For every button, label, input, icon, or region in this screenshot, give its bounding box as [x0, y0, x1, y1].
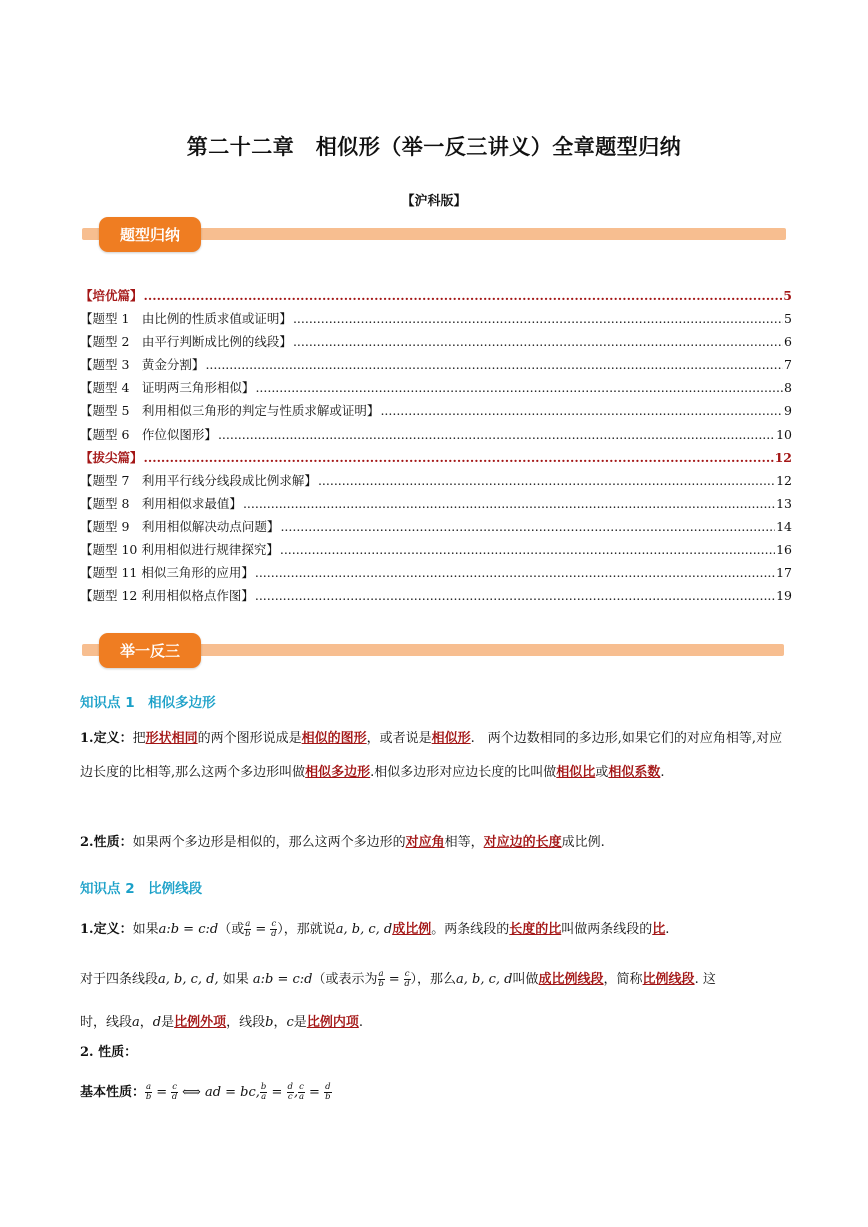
toc-item-row[interactable] — [80, 469, 792, 492]
text: ），那就说 — [277, 922, 336, 937]
fraction: $\frac{a}{b}$ — [145, 1082, 152, 1102]
edition-label: 【沪科版】 — [401, 194, 467, 209]
toc-leader-dots — [218, 423, 775, 446]
prop-label: 2.性质： — [80, 835, 133, 850]
text: ，简称 — [603, 972, 643, 987]
toc-label: 【题型 5 利用相似三角形的判定与性质求解或证明】 — [80, 403, 380, 419]
toc-item-row[interactable] — [80, 538, 792, 561]
toc-leader-dots — [293, 330, 783, 353]
text: 对于四条线段 — [80, 972, 159, 987]
toc-leader-dots — [144, 446, 774, 469]
toc-label: 【题型 6 作位似图形】 — [80, 426, 217, 442]
toc-label: 【题型 4 证明两三角形相似】 — [80, 380, 255, 396]
text: 把 — [132, 731, 146, 746]
text: . — [358, 1015, 363, 1030]
toc-label: 【培优篇】 — [80, 288, 143, 303]
toc-leader-dots — [255, 376, 783, 399]
toc-leader-dots — [255, 584, 775, 607]
toc-page-number: 10 — [776, 426, 792, 442]
toc-leader-dots — [318, 469, 775, 492]
fraction: $\frac{c}{d}$ — [271, 919, 277, 939]
toc-item-row[interactable] — [80, 399, 792, 422]
keyword: 形状相同 — [145, 731, 198, 746]
text: （或表示为 — [312, 972, 378, 987]
text: .相似多边形对应边长度的比叫做 — [370, 765, 557, 780]
math: = — [152, 1085, 172, 1100]
text: 的两个图形说成是 — [197, 731, 302, 746]
toc-page-number: 9 — [784, 403, 792, 419]
toc-item-row[interactable] — [80, 423, 792, 446]
text: 或 — [595, 765, 609, 780]
fraction: $\frac{c}{a}$ — [298, 1082, 305, 1102]
keyword: 比例外项 — [174, 1015, 227, 1030]
toc-item-row[interactable] — [80, 330, 792, 353]
toc-item-row[interactable] — [80, 353, 792, 376]
math: ⟺ — [178, 1085, 205, 1100]
toc-leader-dots — [205, 353, 783, 376]
toc-leader-dots — [144, 284, 783, 307]
keyword: 比例线段 — [642, 972, 695, 987]
toc-page-number: 5 — [783, 288, 792, 303]
text: ， — [139, 1015, 153, 1030]
keyword: 对应边的长度 — [483, 835, 562, 850]
math: a — [132, 1015, 140, 1030]
fraction: $\frac{b}{a}$ — [260, 1082, 267, 1102]
fraction: $\frac{c}{d}$ — [404, 969, 410, 989]
toc-page-number: 5 — [784, 311, 792, 327]
toc-page-number: 14 — [776, 518, 792, 534]
toc-label: 【题型 8 利用相似求最值】 — [80, 495, 242, 511]
math: = — [251, 922, 271, 937]
math: = — [384, 972, 404, 987]
text: ，或者说是 — [366, 731, 432, 746]
toc-page-number: 12 — [776, 472, 792, 488]
math: d — [152, 1015, 162, 1030]
text: . — [665, 922, 670, 937]
toc-page-number: 13 — [776, 495, 792, 511]
kp1-definition — [80, 722, 792, 790]
keyword: 比例内项 — [306, 1015, 359, 1030]
text: 如果两个多边形是相似的，那么这两个多边形的 — [132, 835, 406, 850]
toc-item-row[interactable] — [80, 492, 792, 515]
fraction: $\frac{c}{d}$ — [171, 1082, 178, 1102]
math: , — [293, 1085, 299, 1100]
keyword: 比 — [652, 922, 666, 937]
toc-item-row[interactable] — [80, 561, 792, 584]
math: a, b, c, d — [335, 922, 393, 937]
text: 是 — [293, 1015, 307, 1030]
toc-label: 【拔尖篇】 — [80, 449, 143, 465]
math: = — [304, 1085, 325, 1100]
toc-leader-dots — [255, 561, 775, 584]
keyword: 相似比 — [556, 765, 596, 780]
text: . 这 — [694, 972, 716, 987]
toc-label: 【题型 3 黄金分割】 — [80, 357, 205, 373]
toc-leader-dots — [293, 307, 783, 330]
kp2-heading: 知识点 2 比例线段 — [80, 881, 203, 897]
text: ），那么 — [410, 972, 457, 987]
kp2-four-segments — [80, 958, 792, 1044]
keyword: 相似的图形 — [301, 731, 367, 746]
kp2-basic-property — [80, 1076, 792, 1110]
math: c — [286, 1015, 294, 1030]
keyword: 对应角 — [405, 835, 445, 850]
fraction: $\frac{d}{b}$ — [325, 1082, 331, 1102]
table-of-contents — [80, 284, 792, 607]
toc-page-number: 8 — [784, 380, 792, 396]
math: ad = bc, — [204, 1085, 260, 1100]
kp1-heading: 知识点 1 相似多边形 — [80, 695, 216, 711]
toc-label: 【题型 1 由比例的性质求值或证明】 — [80, 311, 292, 327]
keyword: 相似系数 — [608, 765, 661, 780]
toc-item-row[interactable] — [80, 376, 792, 399]
kp2-property-label: 2. 性质： — [80, 1045, 138, 1060]
keyword: 相似形 — [431, 731, 471, 746]
toc-leader-dots — [243, 492, 775, 515]
toc-page-number: 16 — [776, 542, 792, 558]
toc-label: 【题型 7 利用平行线分线段成比例求解】 — [80, 472, 317, 488]
text: 相等， — [444, 835, 484, 850]
math: = — [267, 1085, 287, 1100]
toc-label: 【题型 11 相似三角形的应用】 — [80, 565, 254, 581]
text: （或 — [218, 922, 245, 937]
math: a:b = c:d — [252, 972, 313, 987]
def-label: 1.定义： — [80, 922, 133, 937]
basic-label: 基本性质： — [80, 1085, 146, 1100]
fraction: $\frac{a}{b}$ — [378, 969, 384, 989]
section-badge-1: 题型归纳 — [99, 217, 201, 252]
text: 叫做两条线段的 — [561, 922, 653, 937]
fraction: $\frac{d}{c}$ — [287, 1082, 293, 1102]
text: ， — [273, 1015, 287, 1030]
kp1-property — [80, 826, 792, 860]
keyword: 成比例 — [392, 922, 432, 937]
toc-item-row[interactable] — [80, 584, 792, 607]
keyword: 长度的比 — [509, 922, 562, 937]
toc-leader-dots — [280, 538, 775, 561]
page-title: 第二十二章 相似形（举一反三讲义）全章题型归纳 — [186, 135, 682, 159]
math: b — [265, 1015, 274, 1030]
toc-item-row[interactable] — [80, 307, 792, 330]
text: 时，线段 — [80, 1015, 133, 1030]
toc-label: 【题型 10 利用相似进行规律探究】 — [80, 542, 279, 558]
section-badge-2: 举一反三 — [99, 633, 201, 668]
math: a, b, c, d — [456, 972, 513, 987]
text: 成比例. — [561, 835, 605, 850]
math: a, b, c, d, — [158, 972, 219, 987]
toc-page-number: 17 — [776, 565, 792, 581]
toc-page-number: 6 — [784, 334, 792, 350]
fraction: $\frac{a}{b}$ — [245, 919, 251, 939]
kp2-definition — [80, 912, 792, 948]
toc-page-number: 19 — [776, 588, 792, 604]
toc-label: 【题型 12 利用相似格点作图】 — [80, 588, 254, 604]
text: 如果 — [132, 922, 159, 937]
toc-page-number: 7 — [784, 357, 792, 373]
toc-label: 【题型 2 由平行判断成比例的线段】 — [80, 334, 292, 350]
text: . 两个边数相同的多边形,如果它们的对应角相等,对应边长度的比相等,那么这两个多边形叫做 — [80, 731, 783, 780]
text: 是 — [161, 1015, 175, 1030]
toc-label: 【题型 9 利用相似解决动点问题】 — [80, 518, 280, 534]
toc-leader-dots — [380, 399, 783, 422]
keyword: 相似多边形 — [305, 765, 371, 780]
text: ，线段 — [226, 1015, 266, 1030]
toc-section-row[interactable] — [80, 446, 792, 469]
keyword: 成比例线段 — [538, 972, 604, 987]
toc-leader-dots — [280, 515, 775, 538]
toc-page-number: 12 — [774, 449, 792, 465]
text: 叫做 — [512, 972, 539, 987]
toc-item-row[interactable] — [80, 515, 792, 538]
text: 。两条线段的 — [431, 922, 510, 937]
def-label: 1.定义： — [80, 731, 133, 746]
text: 如果 — [218, 972, 253, 987]
math: a:b = c:d — [158, 922, 219, 937]
text: . — [660, 765, 665, 780]
toc-section-row[interactable] — [80, 284, 792, 307]
